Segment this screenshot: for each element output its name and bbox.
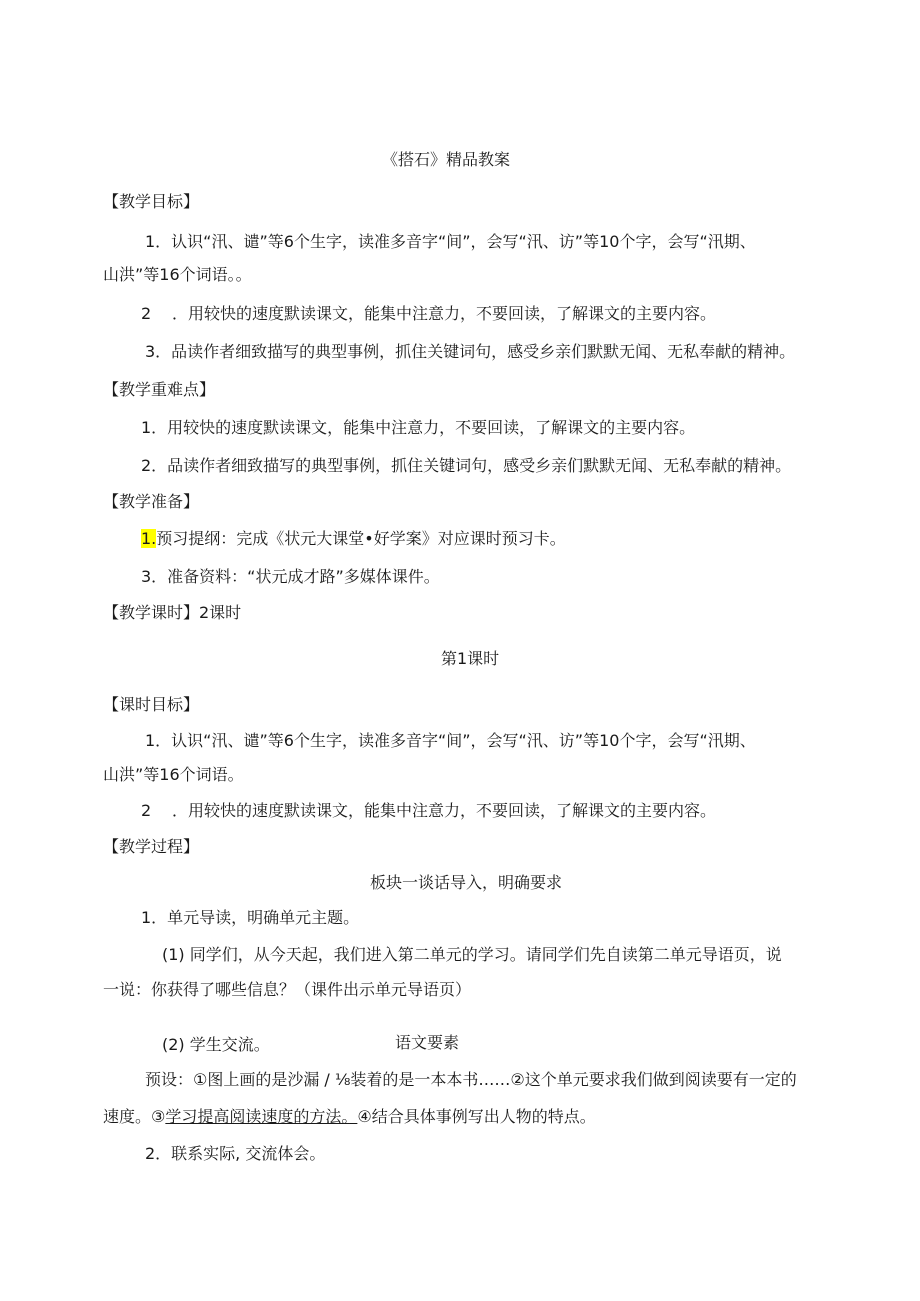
teaching-hours: 【教学课时】2课时 bbox=[103, 603, 242, 622]
preset-line-1: 预设：①图上画的是沙漏 / ⅛装着的是一本本书……②这个单元要求我们做到阅读要有一定的 bbox=[145, 1070, 797, 1089]
preset-line-2-start: 速度。③ bbox=[103, 1107, 166, 1126]
preparation-heading: 【教学准备】 bbox=[103, 492, 200, 511]
sub-step-1-line-2: 一说：你获得了哪些信息？（课件出示单元导语页） bbox=[103, 980, 472, 999]
goal-item-3: 3．品读作者细致描写的典型事例，抓住关键词句，感受乡亲们默默无闻、无私奉献的精神。 bbox=[145, 342, 796, 361]
process-heading: 【教学过程】 bbox=[103, 837, 200, 856]
goal-item-2-number: 2 bbox=[141, 304, 152, 323]
preparation-item-2: 3．准备资料：“状元成才路”多媒体课件。 bbox=[141, 567, 440, 586]
element-label: 语文要素 bbox=[395, 1033, 460, 1052]
goal-item-2-text: ．用较快的速度默读课文，能集中注意力，不要回读，了解课文的主要内容。 bbox=[172, 304, 717, 323]
block-1-title: 板块一谈话导入，明确要求 bbox=[370, 873, 563, 892]
goal-item-1-line-2: 山洪”等16个词语。。 bbox=[103, 265, 252, 284]
preparation-item-1-text: 预习提纲：完成《状元大课堂•好学案》对应课时预习卡。 bbox=[156, 529, 566, 548]
goal-item-1-line-1: 1．认识“汛、谴”等6个生字，读准多音字“间”，会写“汛、访”等10个字，会写“汛期、 bbox=[145, 232, 756, 251]
preset-line-2-end: ④结合具体事例写出人物的特点。 bbox=[357, 1107, 596, 1126]
lesson-1-title: 第1课时 bbox=[441, 649, 500, 668]
lesson-goal-1-line-2: 山洪”等16个词语。 bbox=[103, 765, 244, 784]
underlined-method: 学习提高阅读速度的方法。 bbox=[165, 1107, 358, 1126]
key-point-1: 1．用较快的速度默读课文，能集中注意力，不要回读，了解课文的主要内容。 bbox=[141, 418, 696, 437]
preparation-item-1 bbox=[141, 528, 566, 550]
highlighted-number: 1. bbox=[141, 529, 157, 548]
lesson-goal-1-line-1: 1．认识“汛、谴”等6个生字，读准多音字“间”，会写“汛、访”等10个字，会写“汛期、 bbox=[145, 731, 756, 750]
sub-step-1-line-1: (1) 同学们，从今天起，我们进入第二单元的学习。请同学们先自读第二单元导语页，说 bbox=[162, 945, 782, 964]
lesson-goal-2-number: 2 bbox=[141, 801, 152, 820]
preset-line-2 bbox=[103, 1106, 596, 1128]
document-title: 《搭石》精品教案 bbox=[382, 150, 511, 169]
sub-step-2: (2) 学生交流。 bbox=[162, 1035, 270, 1054]
process-step-2: 2．联系实际, 交流体会。 bbox=[145, 1144, 326, 1163]
key-points-heading: 【教学重难点】 bbox=[103, 380, 216, 399]
lesson-goals-heading: 【课时目标】 bbox=[103, 695, 200, 714]
process-step-1: 1．单元导读，明确单元主题。 bbox=[141, 908, 360, 927]
teaching-goals-heading: 【教学目标】 bbox=[103, 192, 200, 211]
key-point-2: 2．品读作者细致描写的典型事例，抓住关键词句，感受乡亲们默默无闻、无私奉献的精神。 bbox=[141, 456, 792, 475]
lesson-goal-2-text: ．用较快的速度默读课文，能集中注意力，不要回读，了解课文的主要内容。 bbox=[172, 801, 717, 820]
